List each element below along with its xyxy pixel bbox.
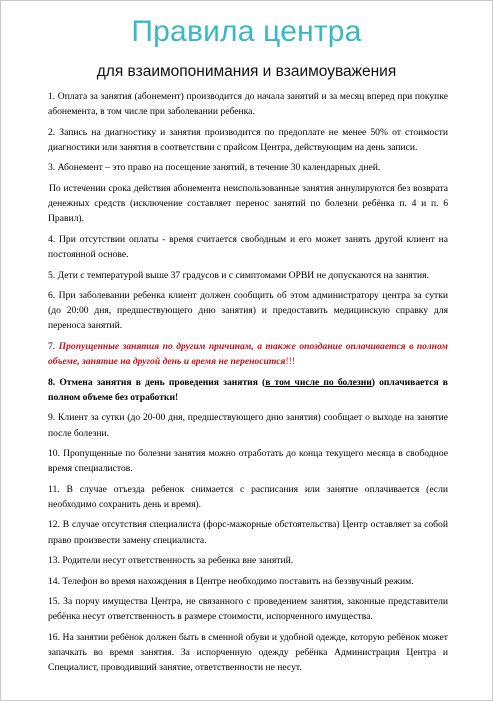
rule-12: 12. В случае отсутствия специалиста (форс-мажорные обстоятельства) Центр оставляет за собой право произвести замену специалиста. — [48, 519, 448, 546]
rule-14: 14. Телефон во время нахождения в Центре необходимо поставить на беззвучный режим. — [48, 575, 414, 587]
rule-15: 15. За порчу имущества Центра, не связанного с проведением занятия, законные представители ребёнка несут ответственность в размере стоимости, испорченного имущества. — [48, 596, 448, 623]
rule-7-exclamation: !!! — [285, 356, 296, 368]
rule-6: 6. При заболевании ребенка клиент должен сообщить об этом администратору центра за сутки (до 20:00 дня, предшествующего дню занятия) и предоставить медицинскую справку для переноса занятий. — [48, 290, 448, 332]
rule-8-underlined: в том числе по болезни — [265, 376, 372, 388]
rule-3-continuation: По истечении срока действия абонемента неиспользованные занятия аннулируются без возврата денежных средств (исключение составляет перенос занятий по болезни ребёнка п. 4 и п. 6 Правил). — [48, 182, 448, 225]
rule-8-text-start: 8. Отмена занятия в день проведения занятия ( — [48, 376, 266, 388]
rule-4: 4. При отсутствии оплаты - время считается свободным и его может занять другой клиент на постоянной основе. — [48, 233, 448, 261]
rules-list — [48, 89, 448, 681]
rule-10: 10. Пропущенные по болезни занятия можно отработать до конца текущего месяца в свободное время специалистов. — [48, 448, 448, 475]
rule-7 — [48, 339, 448, 369]
page-subtitle: для взаимопонимания и взаимоуважения — [96, 63, 397, 80]
rule-13: 13. Родители несут ответственность за ребенка вне занятий. — [48, 555, 294, 567]
rule-16: 16. На занятии ребёнок должен быть в сменной обуви и удобной одежде, которую ребёнок может запачкать во время занятия. За испорченную одежду ребёнка Администрация Центра и Специалист, проводивший занятие, ответственности не несут. — [48, 631, 448, 674]
rule-7-warning: Пропущенные занятия по другим причинам, а также опоздание оплачивается в полном объеме, занятие на другой день и время не переносится — [48, 340, 448, 368]
rule-8-text-end: ) оплачивается в полном объеме без отработки! — [48, 376, 448, 403]
rule-5: 5. Дети с температурой выше 37 градусов и с симптомами ОРВИ не допускаются на занятия. — [48, 269, 429, 281]
rule-9: 9. Клиент за сутки (до 20-00 дня, предшествующего дню занятия) сообщает о выходе на занятие после болезни. — [48, 412, 448, 439]
page-title: Правила центра — [131, 15, 362, 48]
rule-11: 11. В случае отъезда ребенок снимается с расписания или занятие оплачивается (если необходимо сохранить день и время). — [48, 483, 448, 510]
rule-7-number: 7. — [48, 340, 56, 352]
rule-1: 1. Оплата за занятия (абонемент) производится до начала занятий и за месяц вперед при покупке абонемента, в том числе при заболевании ребенка. — [48, 91, 448, 118]
rule-3: 3. Абонемент – это право на посещение занятий, в течение 30 календарных дней. — [48, 162, 381, 174]
rule-2: 2. Запись на диагностику и занятия производится по предоплате не менее 50% от стоимости диагностики или занятия в соответствии с прайсом Центра, действующим на день записи. — [48, 126, 448, 153]
rule-8 — [48, 375, 448, 405]
